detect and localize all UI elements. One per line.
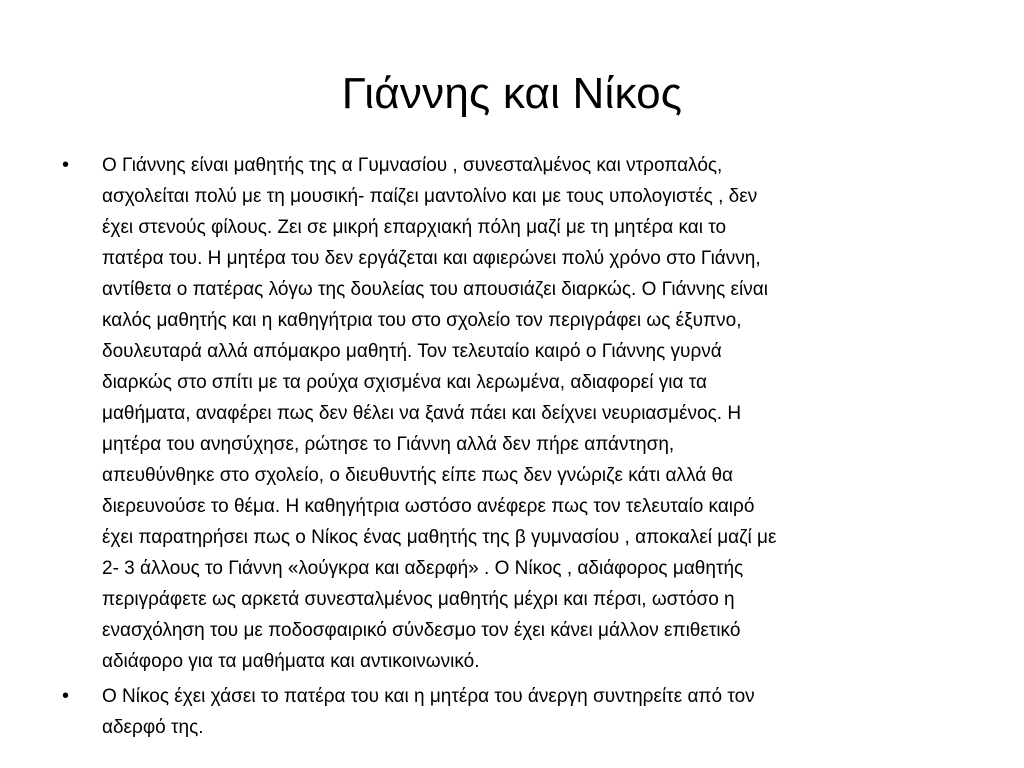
- slide-title: Γιάννης και Νίκος: [341, 69, 683, 118]
- bullet-text-1: Ο Γιάννης είναι μαθητής της α Γυμνασίου , συνεσταλμένος και ντροπαλός, ασχολείται πολύ με τη μουσική- παίζει μαντολίνο και με τους υπολογιστές , δεν έχει στενούς φίλους. Ζει σε μικρή επαρχιακή πόλη μαζί με τη μητέρα και το πατέρα του. Η μητέρα του δεν εργάζεται και αφιερώνει πολύ χρόνο στο Γιάννη, αντίθετα ο πατέρας λόγω της δουλείας του απουσιάζει διαρκώς. Ο Γιάννης είναι καλός μαθητής και η καθηγήτρια του στο σχολείο τον περιγράφει ως έξυπνο, δουλευταρά αλλά απόμακρο μαθητή. Τον τελευταίο καιρό ο Γιάννης γυρνά διαρκώς στο σπίτι με τα ρούχα σχισμένα και λερωμένα, αδιαφορεί για τα μαθήματα, αναφέρει πως δεν θέλει να ξανά πάει και δείχνει νευριασμένος. Η μητέρα του ανησύχησε, ρώτησε το Γιάννη αλλά δεν πήρε απάντηση, απευθύνθηκε στο σχολείο, ο διευθυντής είπε πως δεν γνώριζε κάτι αλλά θα διερευνούσε το θέμα. Η καθηγήτρια ωστόσο ανέφερε πως τον τελευταίο καιρό έχει παρατηρήσει πως ο Νίκος ένας μαθητής της β γυμνασίου , αποκαλεί μαζί με 2- 3 άλλους το Γιάννη «λούγκρα και αδερφή» . Ο Νίκος , αδιάφορος μαθητής περιγράφετε ως αρκετά συνεσταλμένος μαθητής μέχρι και πέρσι, ωστόσο η ενασχόληση του με ποδοσφαιρικό σύνδεσμο τον έχει κάνει μάλλον επιθετικό αδιάφορο για τα μαθήματα και αντικοινωνικό.: [102, 155, 777, 672]
- bullet-text-2: Ο Νίκος έχει χάσει το πατέρα του και η μητέρα του άνεργη συντηρείτε από τον αδερφό της.: [102, 686, 755, 738]
- bullet-item-2: [62, 681, 962, 743]
- bullet-list: [62, 150, 962, 747]
- bullet-dot-icon: •: [62, 154, 70, 176]
- bullet-item-1: [62, 150, 962, 677]
- bullet-dot-icon: •: [62, 685, 70, 707]
